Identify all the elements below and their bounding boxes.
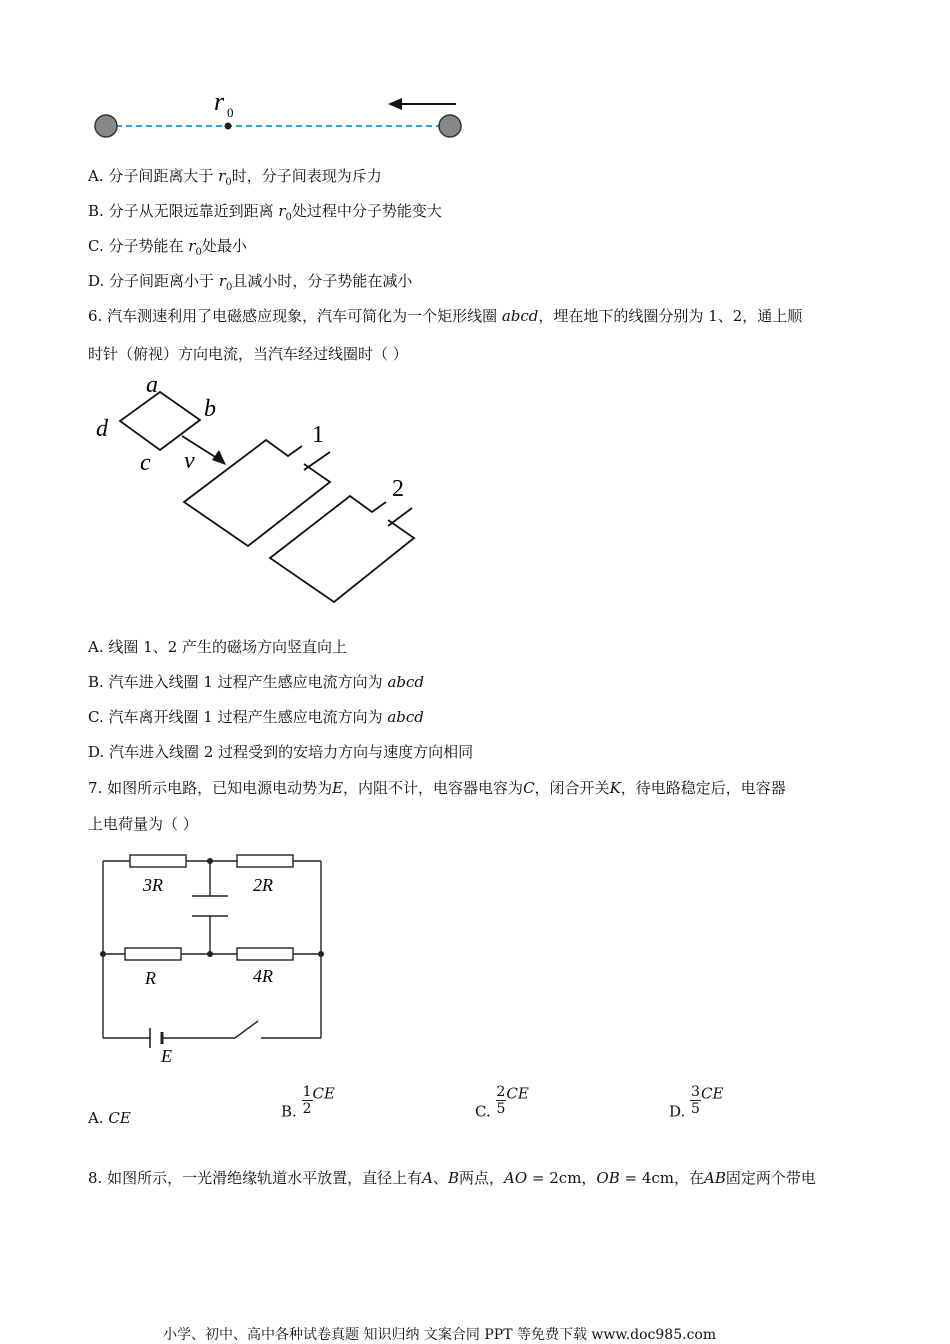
- resistor-4r: [237, 948, 293, 960]
- q5-option-b: B. 分子从无限远靠近到距离 $r_0$处过程中分子势能变大: [88, 202, 442, 223]
- q6-coil-figure: [88, 372, 428, 608]
- resistor-r: [125, 948, 181, 960]
- coil-1-lead: [304, 452, 330, 470]
- coil-1-label: 1: [312, 422, 324, 448]
- label-r: R: [145, 968, 156, 988]
- r0-label-sub: 0: [227, 105, 234, 120]
- q7-circuit-figure: [95, 848, 335, 1070]
- label-v: v: [184, 448, 195, 474]
- q7-option-b: B. $\frac{1}{2}$ CE: [281, 1084, 335, 1121]
- label-4r: 4R: [253, 966, 273, 986]
- resistor-2r: [237, 855, 293, 867]
- label-e: E: [161, 1046, 172, 1066]
- node-right: [318, 951, 324, 957]
- q6-option-a: A. 线圈 1、2 产生的磁场方向竖直向上: [88, 638, 348, 656]
- node-top: [207, 858, 213, 864]
- node-mid: [207, 951, 213, 957]
- label-b: b: [204, 396, 216, 422]
- q7-option-c: C. $\frac{2}{5}$ CE: [475, 1084, 529, 1121]
- coil-2-label: 2: [392, 476, 404, 502]
- r0-label: r: [214, 87, 225, 116]
- q6-option-c: C. 汽车离开线圈 1 过程产生感应电流方向为 abcd: [88, 708, 424, 726]
- q5-option-d: D. 分子间距离小于 $r_0$且减小时，分子势能在减小: [88, 272, 413, 293]
- label-c: c: [140, 450, 151, 476]
- q5-molecule-figure: [88, 86, 478, 146]
- q6-option-d: D. 汽车进入线圈 2 过程受到的安培力方向与速度方向相同: [88, 743, 474, 761]
- switch-k: [235, 1021, 258, 1038]
- q6-stem-line1: 6. 汽车测速利用了电磁感应现象，汽车可简化为一个矩形线圈 abcd，埋在地下的线圈分别为 1、2，通上顺: [88, 307, 803, 325]
- coil-2-lead: [388, 508, 412, 526]
- label-2r: 2R: [253, 875, 273, 895]
- molecule-left: [95, 115, 117, 137]
- r0-point: [225, 123, 232, 130]
- velocity-arrow-head-icon: [212, 450, 226, 465]
- molecule-right: [439, 115, 461, 137]
- q7-option-a: A. CE: [88, 1109, 131, 1127]
- q5-option-c: C. 分子势能在 $r_0$处最小: [88, 237, 247, 258]
- arrow-head-icon: [388, 98, 402, 110]
- resistor-3r: [130, 855, 186, 867]
- q7-stem-line2: 上电荷量为（ ）: [88, 815, 198, 833]
- label-3r: 3R: [143, 875, 163, 895]
- label-d: d: [96, 416, 108, 442]
- q6-option-b: B. 汽车进入线圈 1 过程产生感应电流方向为 abcd: [88, 673, 424, 691]
- q7-stem-line1: 7. 如图所示电路，已知电源电动势为E，内阻不计，电容器电容为C，闭合开关K，待电路稳定后，电容器: [88, 779, 786, 797]
- q7-option-d: D. $\frac{3}{5}$ CE: [669, 1084, 724, 1121]
- node-left: [100, 951, 106, 957]
- label-a: a: [146, 372, 158, 398]
- q8-stem: 8. 如图所示，一光滑绝缘轨道水平放置，直径上有A、B两点，AO = 2cm，OB = 4cm，在AB固定两个带电: [88, 1169, 816, 1187]
- q5-option-a: A. 分子间距离大于 $r_0$时，分子间表现为斥力: [88, 167, 382, 188]
- car-coil-abcd: [120, 392, 200, 450]
- ground-coil-1: [184, 440, 330, 546]
- q6-stem-line2: 时针（俯视）方向电流，当汽车经过线圈时（ ）: [88, 345, 408, 363]
- page-footer: 小学、初中、高中各种试卷真题 知识归纳 文案合同 PPT 等免费下载 www.doc985.com: [163, 1327, 717, 1343]
